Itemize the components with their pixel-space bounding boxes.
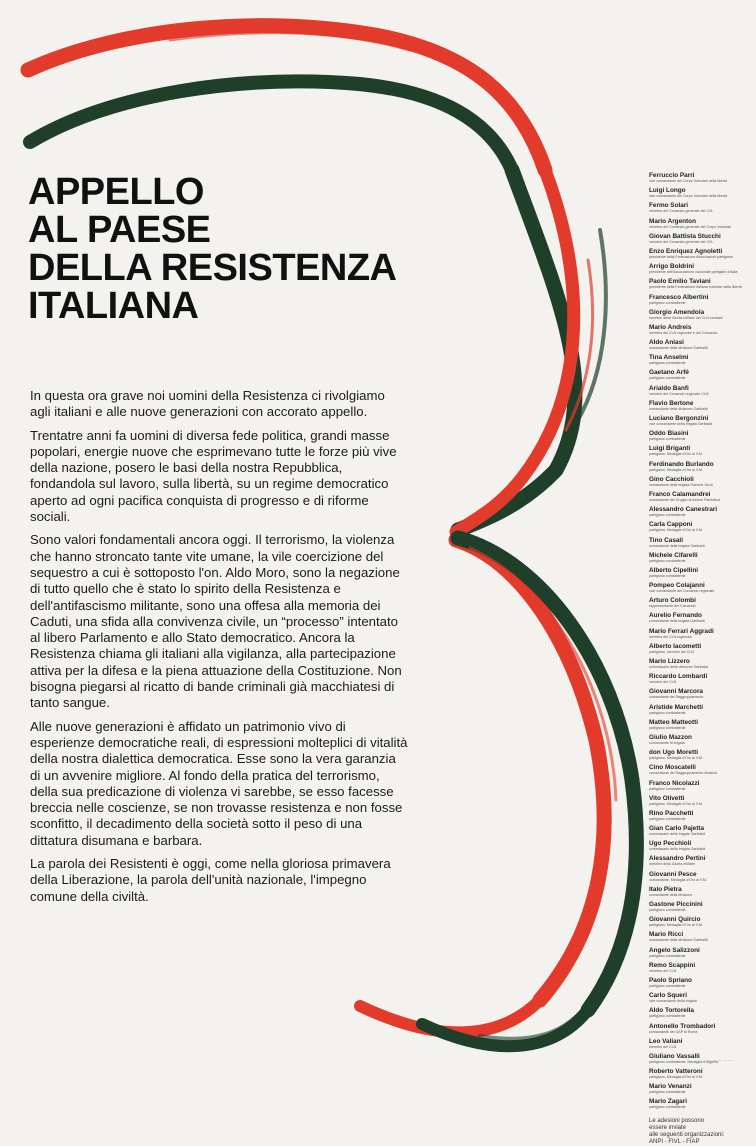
- signatory-role: comandante del Gruppo di Azione Patriottica: [649, 497, 721, 502]
- title-line-3: DELLA RESISTENZA: [28, 247, 397, 289]
- signatory-name: Cino Moscatelli: [649, 764, 696, 772]
- signatory: [649, 233, 747, 248]
- signatory-role: partigiano combattente: [649, 1014, 686, 1019]
- signatory: [649, 612, 747, 627]
- paragraph-4: Alle nuove generazioni è affidato un patrimonio vivo di esperienze democratiche reali, di espressioni molteplici di vitalità della nostra dialettica democratica. Esse sono la vera garanzia di un avvenire migliore. Al fondo della pratica del terrorismo, della sua predicazione di violenza vi sarebbe, se esso facesse breccia nelle coscienze, se non trovasse resistenza e non fosse sconfitto, il decadimento della società sotto il peso di una dittatura disumana e barbara.: [30, 718, 408, 848]
- signatory: [649, 749, 747, 764]
- signatory: [649, 369, 747, 384]
- signatory-name: Rino Pacchetti: [649, 809, 694, 817]
- signatory: [649, 886, 747, 901]
- signatory-role: partigiano combattente: [649, 710, 686, 715]
- signatory-name: Alessandro Canestrari: [649, 506, 718, 514]
- signatory: [649, 248, 747, 263]
- signatory-name: Arturo Colombi: [649, 597, 696, 605]
- signatory-name: Pompeo Colajanni: [649, 582, 705, 590]
- signatory: [649, 673, 747, 688]
- adhesion-line-4: ANPI - FIVL - FIAP: [649, 1138, 700, 1145]
- signatory-name: Ferdinando Burlando: [649, 460, 714, 468]
- signatory-name: Remo Scappini: [649, 961, 696, 969]
- signatory: [649, 339, 747, 354]
- signatory-role: partigiano combattente: [649, 725, 686, 730]
- signatory: [649, 445, 747, 460]
- signatory: [649, 764, 747, 779]
- adhesion-line-1: Le adesioni possono: [649, 1117, 705, 1124]
- signatory-name: Giovanni Pesce: [649, 870, 697, 878]
- signatory-role: membro del CLN: [649, 1044, 677, 1049]
- signatory-role: comandante, Medaglia d'Oro al V.M.: [649, 877, 707, 882]
- signatory-role: partigiano combattente: [649, 376, 686, 381]
- signatory-role: membro della Giunta militare del CLN centrale: [649, 315, 723, 320]
- signatory: [649, 1007, 747, 1022]
- signatory: [649, 582, 747, 597]
- signatory-name: Ugo Pecchioli: [649, 840, 692, 848]
- signatory: [649, 461, 747, 476]
- signatory-name: Franco Nicolazzi: [649, 779, 700, 787]
- signatory: [649, 704, 747, 719]
- signatory-role: partigiano, Medaglia d'Oro al V.M.: [649, 452, 703, 457]
- signatory: [649, 415, 747, 430]
- signatory: [649, 567, 747, 582]
- signatory: [649, 521, 747, 536]
- signatory: [649, 643, 747, 658]
- signatory-role: presidente della Federazione Associazioni partigiane: [649, 254, 733, 259]
- signatory: [649, 688, 747, 703]
- signatory: [649, 855, 747, 870]
- signatory-name: Gino Cacchioli: [649, 475, 694, 483]
- signatory-name: Alberto Cipellini: [649, 566, 698, 574]
- signatory: [649, 962, 747, 977]
- signatory-role: partigiano combattente, Medaglia d'Argento: [649, 1059, 719, 1064]
- signatory-role: partigiano combattente: [649, 573, 686, 578]
- signatory-role: comandante di brigata: [649, 740, 685, 745]
- signatory-name: Alberto Iacometti: [649, 642, 702, 650]
- signatory: [649, 871, 747, 886]
- signatory-name: Roberto Vatteroni: [649, 1068, 703, 1076]
- signatory-role: comandante del Raggruppamento: [649, 695, 704, 700]
- signatory: [649, 354, 747, 369]
- signatory-role: commissario della brigata Garibaldi: [649, 847, 706, 852]
- signatory: [649, 825, 747, 840]
- signatory-name: Riccardo Lombardi: [649, 673, 708, 681]
- signatory-name: Francesco Albertini: [649, 293, 709, 301]
- signatory-role: partigiano combattente: [649, 816, 686, 821]
- signatory-name: Arrigo Boldrini: [649, 263, 695, 271]
- signatory-role: partigiano, Medaglia d'Oro al V.M.: [649, 756, 703, 761]
- signatory-name: Aurelio Fernando: [649, 612, 702, 620]
- signatory: [649, 263, 747, 278]
- signatory-role: comandante della brigata Garibaldi: [649, 619, 705, 624]
- signatory: [649, 658, 747, 673]
- signatory-role: partigiano combattente: [649, 983, 686, 988]
- signatory-name: Giuliano Vassalli: [649, 1052, 700, 1060]
- signatory-name: Mario Ricci: [649, 931, 684, 939]
- signatory-role: commissario della divisione Garibaldi: [649, 665, 709, 669]
- signatory-role: partigiano combattente: [649, 437, 686, 442]
- signatory-name: Aristide Marchetti: [649, 703, 703, 711]
- signatory-name: Luigi Longo: [649, 187, 686, 195]
- signatory-role: partigiano combattente: [649, 558, 686, 563]
- signatory-name: Mario Andreis: [649, 323, 692, 331]
- signatory: [649, 795, 747, 810]
- signatory-role: partigiano combattente: [649, 786, 686, 791]
- signatory-role: partigiana, Medaglia d'Oro al V.M.: [649, 528, 703, 533]
- signatory-name: Carlo Squeri: [649, 992, 687, 1000]
- ribbon-top-red: [28, 26, 545, 170]
- signatory: [649, 1023, 747, 1038]
- signatory: [649, 506, 747, 521]
- signatory-role: partigiano, Medaglia d'Oro al V.M.: [649, 467, 703, 472]
- signatory: [649, 628, 747, 643]
- paragraph-5: La parola dei Resistenti è oggi, come nella gloriosa primavera della Liberazione, la parola dell'unità nazionale, l'impegno comune della civiltà.: [30, 856, 391, 904]
- signatory-role: partigiano combattente: [649, 300, 686, 305]
- signatory-name: Angelo Salizzoni: [649, 946, 700, 954]
- adhesion-line-3: alle seguenti organizzazioni:: [649, 1131, 725, 1138]
- signatory-role: partigiano combattente: [649, 953, 686, 958]
- signatory: [649, 552, 747, 567]
- paragraph-3: Sono valori fondamentali ancora oggi. Il terrorismo, la violenza che hanno stroncato tante vite umane, la vile coercizione del sequestro a cui è sottoposto l'on. Aldo Moro, sono la negazione di tutto quello che è stato lo spirito della Resistenza e dell'antifascismo militante, sono una offesa alla memoria dei Caduti, una sfida alla convivenza civile, un “processo” intentato al libero Parlamento e allo Stato democratico. Ancora la Resistenza chiama gli italiani alla vigilanza, alla partecipazione attiva per la difesa e la piena attuazione della Costituzione. Non bisogna piegarsi al ricatto di bande criminali già macchiatesi di tanto sangue.: [30, 532, 402, 711]
- signatory-name: Giovan Battista Stucchi: [649, 232, 721, 240]
- signatory-name: Giulio Mazzon: [649, 733, 692, 741]
- signatory-role: membro del CLN regionale: [649, 634, 692, 639]
- signatory-role: membro della Giunta militare: [649, 862, 695, 867]
- signatory: [649, 1053, 747, 1068]
- signatory-name: Luigi Briganti: [649, 445, 691, 453]
- signatory-name: Mario Argenton: [649, 217, 696, 225]
- signatory: [649, 947, 747, 962]
- signatory-name: Tino Casali: [649, 536, 683, 544]
- signatory: [649, 537, 747, 552]
- signatory-role: membro del Comando generale del CVL: [649, 209, 714, 214]
- signatory-name: Vito Olivetti: [649, 794, 685, 802]
- signatory-role: comandante della divisione: [649, 892, 693, 897]
- signatory-role: partigiano, membro del CLN: [649, 649, 694, 654]
- signatory: [649, 202, 747, 217]
- signatory: [649, 931, 747, 946]
- signatory-name: Paolo Spriano: [649, 976, 692, 984]
- signatory-name: Alessandro Pertini: [649, 855, 706, 863]
- signatory-name: Matteo Matteotti: [649, 718, 698, 726]
- signatory-name: Flavio Bertone: [649, 399, 694, 407]
- signatory: [649, 385, 747, 400]
- signatory-role: comandante della brigata Garibaldi: [649, 543, 705, 548]
- signatory-name: Aldo Aniasi: [649, 339, 684, 347]
- ribbon-tail-red: [360, 1000, 540, 1032]
- signatory: [649, 400, 747, 415]
- signatory-role: partigiano, Medaglia d'Oro al V.M.: [649, 1075, 703, 1080]
- signatory-role: partigiano combattente: [649, 513, 686, 518]
- signatory: [649, 476, 747, 491]
- signatory-name: Carla Capponi: [649, 521, 693, 529]
- paragraph-2: Trentatre anni fa uomini di diversa fede politica, grandi masse popolari, energie nuove che esprimevano tutte le forze più vive della nazione, posero le basi della nostra Repubblica, fondandola sul lavoro, sulla libertà, su un regime democratico aperto ad ogni pacifica conquista di progresso e di riforme sociali.: [30, 427, 397, 525]
- signatory-role: presidente della Federazione italiana volontari della libertà: [649, 285, 742, 290]
- signatory-name: Michele Cifarelli: [649, 551, 698, 559]
- signatory-role: vice comandante della brigata: [649, 999, 697, 1004]
- signatory-role: partigiano combattente: [649, 908, 686, 912]
- signatory-name: Mario Lizzero: [649, 658, 690, 665]
- signatory-role: vice comandante del Corpo Volontari della libertà: [649, 194, 728, 199]
- signatory-name: Paolo Emilio Taviani: [649, 278, 711, 286]
- signatory: [649, 430, 747, 445]
- signatory: [649, 992, 747, 1007]
- appeal-text: [30, 388, 408, 912]
- signatory-role: comandante della brigata Fiamme Verdi: [649, 482, 713, 487]
- signatory-name: Franco Calamandrei: [649, 490, 711, 498]
- signatory-role: commissario delle brigate Garibaldi: [649, 832, 706, 837]
- signatory: [649, 1068, 747, 1083]
- signatory-role: vice comandante della brigata Garibaldi: [649, 422, 713, 426]
- signatory: [649, 780, 747, 795]
- signatory-role: comandante dei GAP di Roma: [649, 1029, 698, 1034]
- signatory: [649, 597, 747, 612]
- signatory-name: Mario Zagari: [649, 1098, 687, 1106]
- signatory-role: comandante della divisione Garibaldi: [649, 346, 708, 351]
- signatory-name: Arialdo Banfi: [649, 384, 689, 392]
- adhesion-note: [649, 1118, 747, 1146]
- signatory: [649, 324, 747, 339]
- signatory-role: membro del Comando regionale CLN: [649, 391, 709, 396]
- signatory: [649, 294, 747, 309]
- signatory-name: Ferruccio Parri: [649, 172, 695, 179]
- signatory-name: Giorgio Amendola: [649, 308, 705, 316]
- signatory-name: Mario Ferrari Aggradi: [649, 627, 714, 635]
- signatory: [649, 278, 747, 293]
- signatory: [649, 840, 747, 855]
- signatory-name: Antonello Trombadori: [649, 1022, 716, 1030]
- signatory-role: membro del CLN regionale e del Comando: [649, 330, 718, 335]
- title-line-4: ITALIANA: [28, 285, 199, 327]
- poster-title: [28, 173, 498, 325]
- signatory-role: rappresentante del Comando: [649, 604, 696, 609]
- signatory-role: membro del CLN: [649, 680, 677, 685]
- signatory-role: partigiano, Medaglia d'Oro al V.M.: [649, 801, 703, 806]
- title-line-1: APPELLO: [28, 171, 204, 213]
- signatory: [649, 916, 747, 931]
- signatory: [649, 1098, 747, 1113]
- signatory-name: Mario Venanzi: [649, 1083, 692, 1091]
- signatory-name: Luciano Bergonzini: [649, 415, 709, 422]
- ribbon-lower-red: [456, 540, 604, 1000]
- adhesion-line-2: essere inviate: [649, 1124, 687, 1131]
- printer-mark: — — — — —: [707, 1057, 732, 1062]
- signatory: [649, 977, 747, 992]
- signatory-role: comandante del Raggruppamento divisioni: [649, 771, 718, 776]
- signatory-role: partigiano, Medaglia d'Oro al V.M.: [649, 923, 703, 928]
- signatory: [649, 901, 747, 916]
- signatory: [649, 734, 747, 749]
- signatory-role: membro del Comando generale del CVL: [649, 239, 714, 244]
- signatory-role: partigiano combattente: [649, 1105, 686, 1110]
- signatory-role: comandante della divisione Garibaldi: [649, 406, 708, 411]
- signatory-name: Gastone Piccinini: [649, 901, 703, 908]
- signatory: [649, 1083, 747, 1098]
- signatory-name: Leo Valiani: [649, 1037, 683, 1045]
- signatory: [649, 172, 747, 187]
- signatories-list: [649, 172, 747, 1146]
- signatory-name: Italo Pietra: [649, 885, 682, 893]
- signatory-name: Gaetano Arfé: [649, 369, 689, 377]
- signatory-name: Aldo Tortorella: [649, 1007, 694, 1015]
- signatory: [649, 309, 747, 324]
- signatory-name: Gian Carlo Pajetta: [649, 825, 705, 833]
- signatory-role: partigiano combattente: [649, 1090, 686, 1095]
- signatory-name: don Ugo Moretti: [649, 749, 698, 757]
- signatory: [649, 491, 747, 506]
- title-line-2: AL PAESE: [28, 209, 211, 251]
- signatory: [649, 810, 747, 825]
- signatory-role: presidente dell'Associazione nazionale partigiani d'Italia: [649, 270, 738, 275]
- signatory-name: Giovanni Marcora: [649, 688, 703, 696]
- signatory-role: vice comandante del Corpo Volontari della libertà: [649, 179, 728, 183]
- signatory-role: membro del CLN: [649, 968, 677, 973]
- signatory-role: partigiana combattente: [649, 361, 686, 366]
- signatory: [649, 218, 747, 233]
- signatory: [649, 187, 747, 202]
- signatory-name: Oddo Biasini: [649, 430, 689, 438]
- signatory-role: vice comandante del Comando regionale: [649, 589, 715, 594]
- signatory: [649, 1038, 747, 1053]
- signatory-name: Enzo Enriquez Agnoletti: [649, 247, 723, 255]
- ribbon-top-green: [30, 81, 512, 170]
- signatory-role: membro del Comando generale del Corpo Volontari: [649, 224, 732, 229]
- signatory-role: comandante della divisione Garibaldi: [649, 938, 708, 943]
- signatory: [649, 719, 747, 734]
- signatory-name: Giovanni Quircio: [649, 916, 701, 924]
- signatory-name: Tina Anselmi: [649, 354, 689, 362]
- signatory-name: Fermo Solari: [649, 202, 689, 210]
- paragraph-1: In questa ora grave noi uomini della Resistenza ci rivolgiamo agli italiani e alle nuove generazioni con accorato appello.: [30, 388, 385, 420]
